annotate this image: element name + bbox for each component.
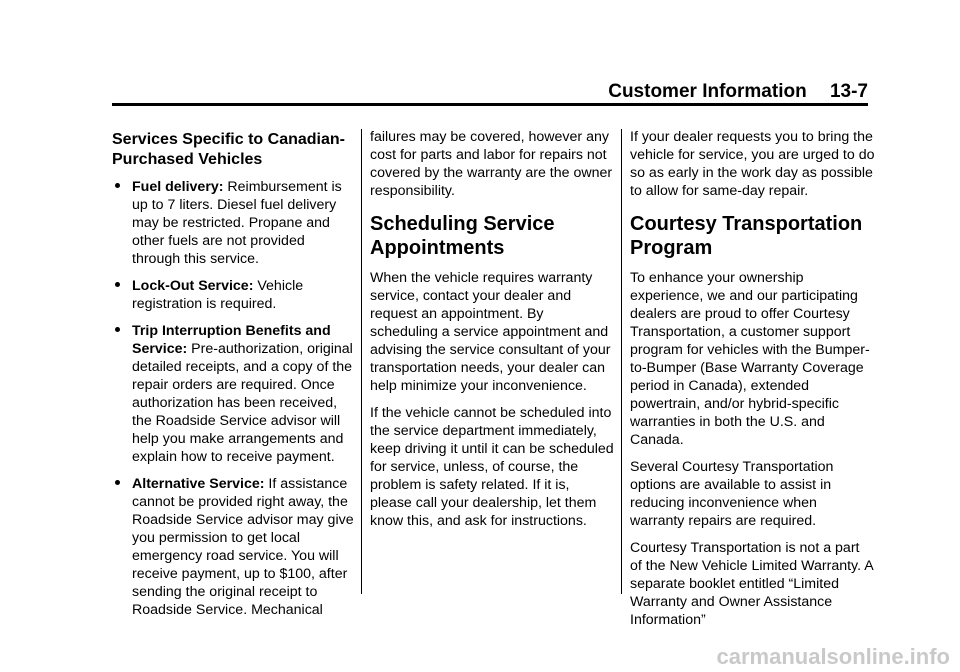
column-right [630,128,875,638]
column-middle [370,128,614,539]
body-paragraph: Several Courtesy Transportation options are available to assist in reducing inconvenience when warranty repairs are required. [630,459,834,529]
services-list [112,178,354,619]
column-divider-right [621,129,622,594]
column-left [112,130,354,628]
page-number: 13-7 [829,81,868,102]
list-item-text: If assistance cannot be provided right away, the Roadside Service advisor may give you permission to get local emergency road service. You will receive payment, up to $100, after sending the original receipt to Roadside Service. Mechanical [132,476,354,618]
list-item-term: Alternative Service: [132,476,265,492]
list-item [112,475,354,619]
list-item [112,277,354,313]
list-item-text: Reimbursement is up to 7 liters. Diesel fuel delivery may be restricted. Propane and other fuels are not provided through this service. [132,179,342,267]
continuation-paragraph: failures may be covered, however any cost for parts and labor for repairs not covered by the warranty are the owner responsibility. [370,129,613,199]
list-item-term: Fuel delivery: [132,179,224,195]
body-paragraph: Courtesy Transportation is not a part of the New Vehicle Limited Warranty. A separate booklet entitled “Limited Warranty and Owner Assistance Information” [630,540,873,628]
list-item-term: Lock-Out Service: [132,278,254,294]
courtesy-heading: Courtesy Transportation Program [630,213,863,259]
list-item [112,322,354,466]
body-paragraph: If the vehicle cannot be scheduled into the service department immediately, keep driving it until it can be scheduled for service, unless, of course, the problem is safety related. If it is, please call your dealership, let them know this, and ask for instructions. [370,405,614,529]
list-item-term: Trip Interruption Benefits and Service: [132,323,331,357]
section-title: Customer Information [608,81,807,102]
bullet-icon [115,480,120,485]
body-paragraph: To enhance your ownership experience, we and our participating dealers are proud to offer Courtesy Transportation, a customer support program for vehicles with the Bumper-to-Bumper (Base Warranty Coverage period in Canada), extended powertrain, and/or hybrid-specific warranties in both the U.S. and Canada. [630,270,870,448]
bullet-icon [115,183,120,188]
list-item [112,178,354,268]
body-paragraph: When the vehicle requires warranty service, contact your dealer and request an appointment. By scheduling a service appointment and advising the service consultant of your transportation needs, your dealer can help minimize your inconvenience. [370,270,611,394]
bullet-icon [115,282,120,287]
list-item-text: Vehicle registration is required. [132,278,304,312]
column-divider-left [361,129,362,594]
scheduling-heading: Scheduling Service Appointments [370,213,555,259]
header-rule [112,103,868,106]
list-item-text: Pre-authorization, original detailed receipts, and a copy of the repair orders are required. Once authorization has been received, the Roadside Service advisor will help you make arrangements and explain how to receive payment. [132,341,353,465]
bullet-icon [115,327,120,332]
services-canada-heading: Services Specific to Canadian-Purchased Vehicles [112,131,345,168]
page-header [112,80,868,104]
watermark-logo: carmanualsonline.info [716,644,950,669]
intro-paragraph: If your dealer requests you to bring the vehicle for service, you are urged to do so as early in the work day as possible to allow for same-day repair. [630,129,875,199]
